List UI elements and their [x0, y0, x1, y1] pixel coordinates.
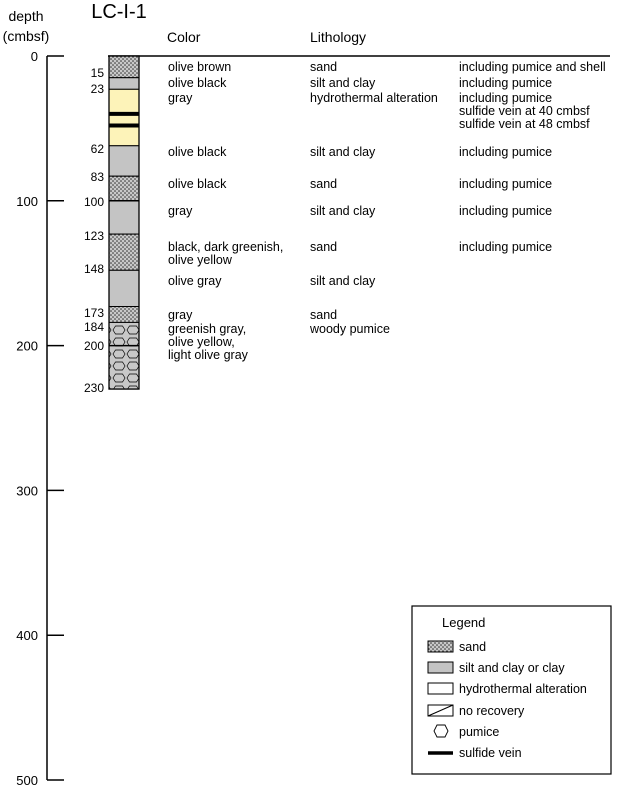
description-color-text: gray [168, 308, 193, 322]
description-row [168, 274, 376, 288]
description-note-text: including pumice and shell [459, 60, 606, 74]
legend-box [412, 606, 611, 774]
legend-swatch-silt [428, 662, 453, 673]
description-color-text: black, dark greenish, [168, 240, 284, 254]
description-row [168, 322, 390, 362]
axis-tick-label: 500 [16, 773, 38, 787]
description-color-text: olive yellow [168, 253, 232, 267]
description-color-text: olive brown [168, 60, 232, 74]
description-color-text: olive black [168, 76, 227, 90]
legend-item-label: sand [459, 640, 487, 654]
description-color-text: greenish gray, [168, 322, 247, 336]
description-color-text: gray [168, 204, 193, 218]
legend-swatch-sand [428, 641, 453, 652]
description-note-text: including pumice [459, 145, 553, 159]
core-depth-label: 15 [90, 66, 104, 80]
description-color-text: olive gray [168, 274, 222, 288]
description-lithology-text: silt and clay [310, 76, 376, 90]
description-note-text: sulfide vein at 40 cmbsf [459, 104, 590, 118]
header-lithology: Lithology [310, 29, 367, 45]
description-note-text: including pumice [459, 91, 553, 105]
description-color-text: olive black [168, 145, 227, 159]
description-row [168, 240, 552, 267]
core-depth-label: 123 [83, 229, 104, 243]
core-depth-labels [84, 66, 104, 395]
description-color-text: olive black [168, 177, 227, 191]
axis-title-depth: depth [8, 8, 44, 24]
core-unit-sand [109, 56, 139, 78]
core-unit-silt [109, 270, 139, 306]
depth-axis-ticks [16, 49, 64, 787]
core-id-title: LC-I-1 [91, 1, 147, 23]
legend-item-label: sulfide vein [459, 746, 522, 760]
header-color: Color [167, 29, 201, 45]
description-rows [168, 60, 606, 362]
description-lithology-text: silt and clay [310, 145, 376, 159]
description-row [168, 204, 552, 218]
core-unit-silt [109, 201, 139, 234]
description-lithology-text: sand [310, 240, 338, 254]
description-color-text: light olive gray [168, 348, 248, 362]
legend-item-label: silt and clay or clay [459, 661, 565, 675]
core-depth-label: 230 [83, 381, 104, 395]
description-color-text: olive yellow, [168, 335, 235, 349]
description-lithology-text: sand [310, 60, 338, 74]
core-unit-silt [109, 78, 139, 90]
description-row [168, 145, 552, 159]
description-row [168, 60, 606, 74]
description-color-text: gray [168, 91, 193, 105]
legend-item-label: no recovery [459, 704, 525, 718]
core-depth-label: 148 [83, 262, 104, 276]
core-depth-label: 184 [83, 320, 104, 334]
core-column [109, 56, 139, 389]
description-lithology-text: silt and clay [310, 204, 376, 218]
axis-tick-label: 400 [16, 628, 38, 644]
axis-tick-label: 100 [16, 193, 38, 209]
axis-tick-label: 300 [16, 483, 38, 499]
legend-swatch-hydrothermal [428, 683, 453, 694]
description-lithology-text: sand [310, 177, 338, 191]
core-unit-pumice [109, 322, 139, 389]
description-note-text: including pumice [459, 240, 553, 254]
core-unit-sand [109, 234, 139, 270]
description-note-text: sulfide vein at 48 cmbsf [459, 117, 590, 131]
core-depth-label: 23 [90, 82, 104, 96]
description-row [168, 308, 337, 322]
description-lithology-text: sand [310, 308, 338, 322]
core-depth-label: 62 [90, 142, 104, 156]
core-depth-label: 200 [83, 339, 104, 353]
core-depth-label: 100 [83, 195, 104, 209]
core-unit-silt [109, 146, 139, 176]
description-lithology-text: silt and clay [310, 274, 376, 288]
axis-tick-label: 0 [30, 49, 38, 64]
description-note-text: including pumice [459, 76, 553, 90]
description-row [168, 177, 552, 191]
description-row [168, 76, 552, 90]
legend-item-label: pumice [459, 725, 500, 739]
legend-swatch-pumice [434, 725, 448, 737]
description-row [168, 91, 590, 131]
core-unit-hydrothermal [109, 89, 139, 145]
legend-title: Legend [442, 615, 486, 630]
description-note-text: including pumice [459, 177, 553, 191]
core-depth-label: 83 [90, 170, 104, 184]
core-depth-label: 173 [83, 306, 104, 320]
axis-tick-label: 200 [16, 338, 38, 354]
description-note-text: including pumice [459, 204, 553, 218]
core-unit-sand [109, 307, 139, 323]
axis-title-unit: (cmbsf) [2, 28, 50, 44]
description-lithology-text: woody pumice [310, 322, 390, 336]
description-lithology-text: hydrothermal alteration [310, 91, 438, 105]
legend-item-label: hydrothermal alteration [459, 682, 587, 696]
core-unit-sand [109, 176, 139, 201]
